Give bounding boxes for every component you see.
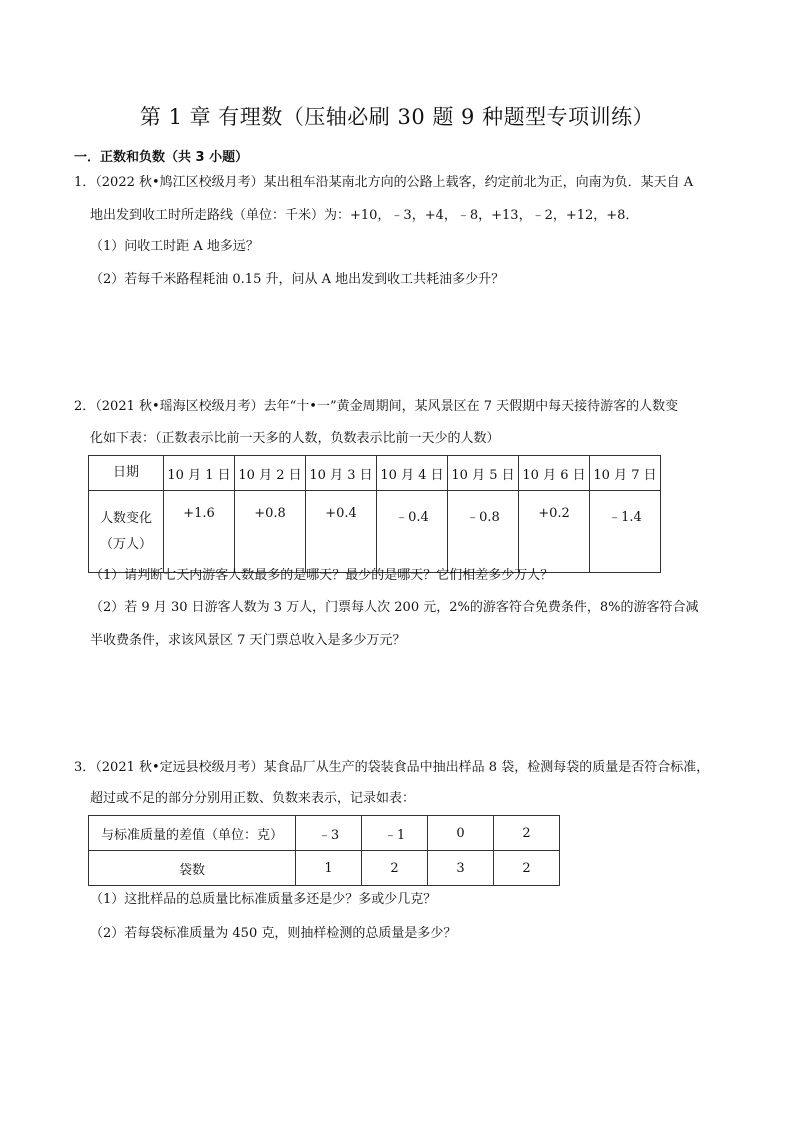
table-header-cell: 10 月 4 日 — [377, 456, 448, 491]
table-cell: +0.4 — [306, 491, 377, 573]
q1-subquestion-1: （1）问收工时距 A 地多远？ — [90, 239, 259, 254]
q2-subquestion-2-line1: （2）若 9 月 30 日游客人数为 3 万人，门票每人次 200 元，2%的游客符合免费条件，8%的游客符合减 — [90, 600, 699, 615]
q1-subquestion-2: （2）若每千米路程耗油 0.15 升，问从 A 地出发到收工共耗油多少升？ — [90, 272, 505, 287]
table-row-label: 袋数 — [89, 851, 296, 886]
table-cell: +0.2 — [519, 491, 590, 573]
table-row — [89, 851, 560, 886]
row-label-line1: 人数变化 — [99, 510, 152, 526]
table-cell: ﹣0.4 — [377, 491, 448, 573]
table-cell: ﹣3 — [296, 816, 362, 851]
table-cell: 2 — [362, 851, 428, 886]
q3-stem-line1: 3．（2021 秋•定远县校级月考）某食品厂从生产的袋装食品中抽出样品 8 袋，检测每袋的质量是否符合标准， — [74, 760, 710, 775]
table-cell: ﹣1.4 — [590, 491, 661, 573]
q3-stem-line2: 超过或不足的部分分别用正数、负数来表示，记录如表： — [90, 791, 416, 806]
table-cell: +1.6 — [164, 491, 235, 573]
table-cell: 2 — [494, 816, 560, 851]
page-title: 第 1 章 有理数（压轴必刷 30 题 9 种题型专项训练） — [139, 105, 655, 129]
table-header-cell: 10 月 1 日 — [164, 456, 235, 491]
table-header-cell: 10 月 7 日 — [590, 456, 661, 491]
table-row-label: 与标准质量的差值（单位：克） — [89, 816, 296, 851]
q2-subquestion-2-line2: 半收费条件，求该风景区 7 天门票总收入是多少万元？ — [90, 633, 406, 648]
row-label-line2: （万人） — [99, 536, 152, 552]
table-row — [89, 456, 661, 491]
table-header-cell: 10 月 5 日 — [448, 456, 519, 491]
q1-stem-line1: 1．（2022 秋•鸠江区校级月考）某出租车沿某南北方向的公路上载客，约定前北为正，向南为负．某天自 A — [74, 175, 694, 190]
table-cell: 2 — [494, 851, 560, 886]
q3-subquestion-2: （2）若每袋标准质量为 450 克，则抽样检测的总质量是多少？ — [90, 926, 457, 941]
table-row — [89, 816, 560, 851]
table-header-cell: 日期 — [89, 456, 164, 491]
table-cell: 1 — [296, 851, 362, 886]
q2-stem-line2: 化如下表：（正数表示比前一天多的人数，负数表示比前一天少的人数） — [90, 431, 500, 446]
table-cell: +0.8 — [235, 491, 306, 573]
table-row — [89, 491, 661, 573]
table-header-cell: 10 月 2 日 — [235, 456, 306, 491]
visitor-change-table — [88, 455, 661, 573]
table-cell: 3 — [428, 851, 494, 886]
q1-stem-line2: 地出发到收工时所走路线（单位：千米）为：+10，﹣3，+4，﹣8，+13，﹣2，+12，+8． — [90, 208, 639, 223]
table-header-cell: 10 月 3 日 — [306, 456, 377, 491]
table-header-cell: 10 月 6 日 — [519, 456, 590, 491]
table-cell: ﹣1 — [362, 816, 428, 851]
section-heading: 一．正数和负数（共 3 小题） — [74, 150, 249, 165]
table-cell: ﹣0.8 — [448, 491, 519, 573]
q2-stem-line1: 2．（2021 秋•瑶海区校级月考）去年“十•一”黄金周期间，某风景区在 7 天假期中每天接待游客的人数变 — [74, 399, 679, 414]
table-cell: 0 — [428, 816, 494, 851]
table-row-label — [89, 491, 164, 573]
q2-subquestion-1: （1）请判断七天内游客人数最多的是哪天？最少的是哪天？它们相差多少万人？ — [90, 568, 554, 583]
bag-weight-table — [88, 815, 560, 886]
q3-subquestion-1: （1）这批样品的总质量比标准质量多还是少？多或少几克？ — [90, 892, 437, 907]
